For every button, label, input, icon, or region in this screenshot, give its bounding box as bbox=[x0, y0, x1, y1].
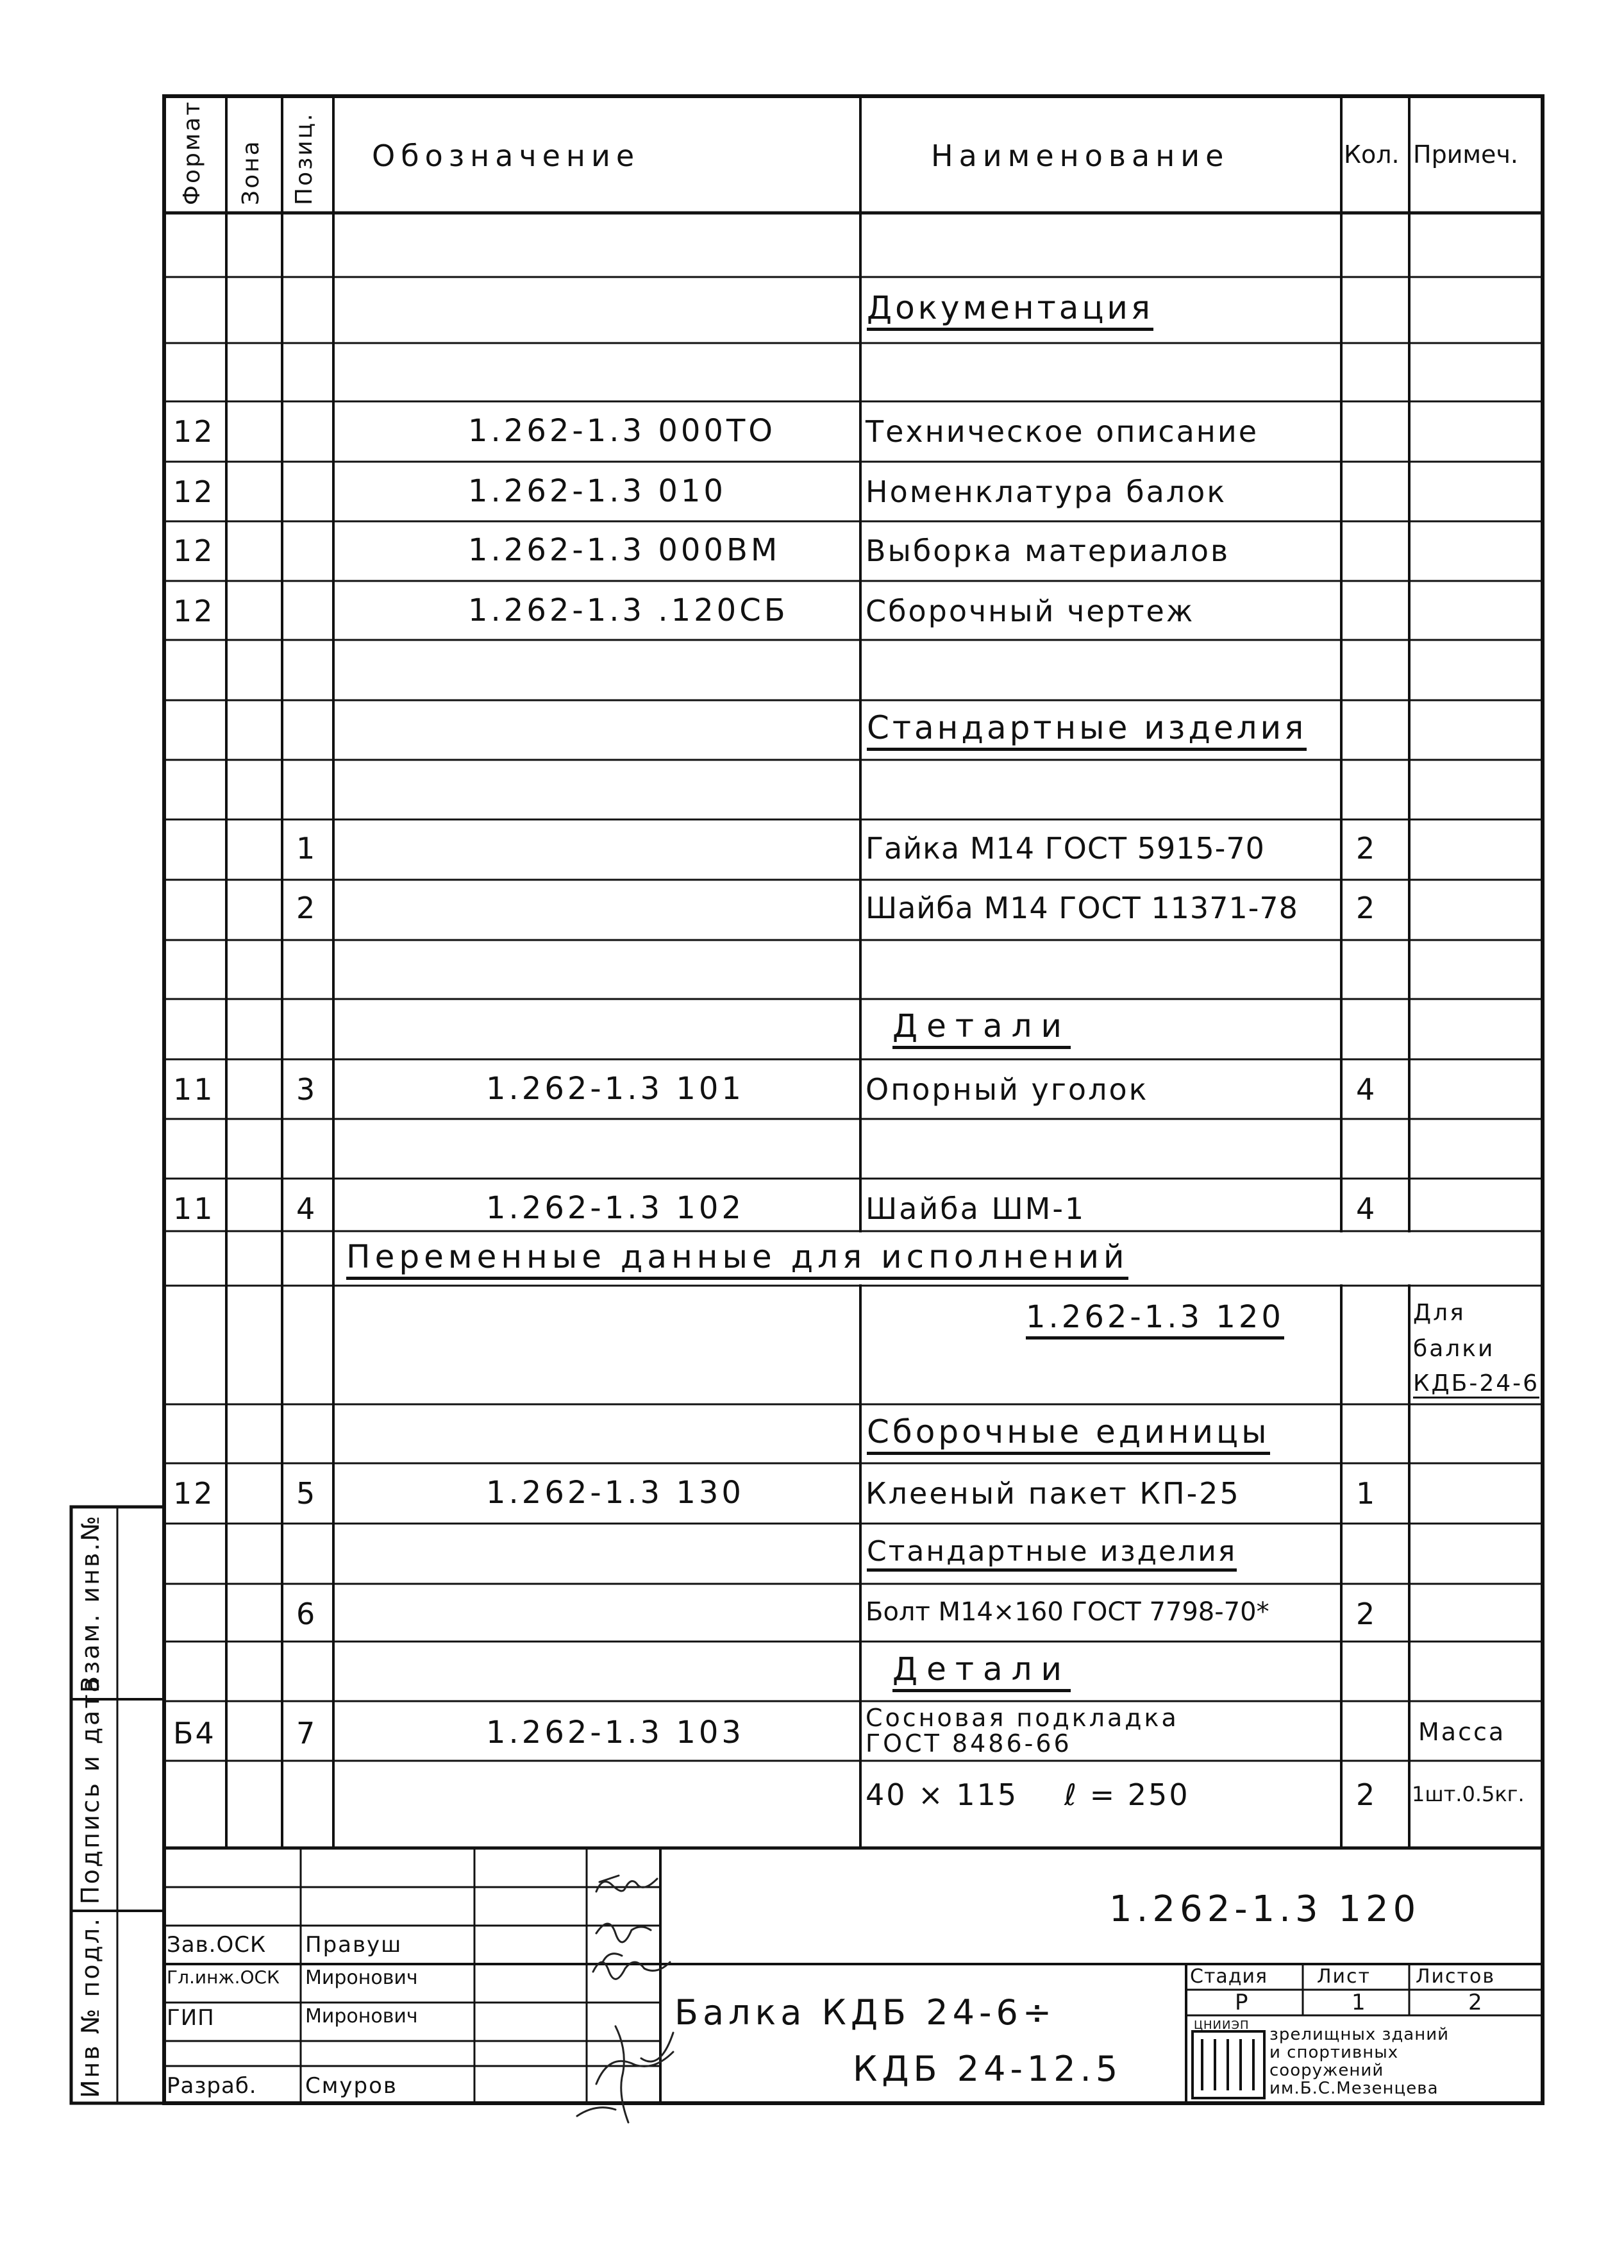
org-line-1: зрелищных зданий bbox=[1269, 2025, 1450, 2044]
org-line-4: им.Б.С.Мезенцева bbox=[1269, 2079, 1439, 2098]
det3-designation: 1.262-1.3 103 bbox=[486, 1715, 744, 1751]
header-qty: Кол. bbox=[1344, 140, 1400, 169]
doc3-name: Выборка материалов bbox=[866, 533, 1230, 568]
variant-note-line3: КДБ-24-6 bbox=[1413, 1372, 1539, 1399]
doc2-format: 12 bbox=[173, 475, 215, 509]
header-position: Позиц. bbox=[291, 112, 317, 205]
sheet-label: Лист bbox=[1317, 1965, 1371, 1988]
det1-designation: 1.262-1.3 101 bbox=[486, 1071, 744, 1107]
det3-dims: 40 × 115 bbox=[866, 1777, 1019, 1812]
det2-name: Шайба ШМ-1 bbox=[866, 1191, 1086, 1226]
tb-name-2: Миронович bbox=[305, 1967, 418, 1989]
sheets-value: 2 bbox=[1468, 1990, 1484, 2015]
header-note: Примеч. bbox=[1413, 140, 1518, 169]
tb-role-2: Гл.инж.ОСК bbox=[167, 1967, 280, 1988]
det3b-qty: 2 bbox=[1356, 1777, 1377, 1812]
doc4-designation: 1.262-1.3 .120СБ bbox=[468, 592, 789, 628]
doc4-format: 12 bbox=[173, 594, 215, 628]
det3-name-line2: ГОСТ 8486-66 bbox=[866, 1729, 1072, 1758]
section-standard-items: Стандартные изделия bbox=[867, 712, 1307, 751]
tb-name-5: Смуров bbox=[305, 2073, 398, 2099]
tb-role-5: Разраб. bbox=[167, 2073, 257, 2099]
asm1-name: Клееный пакет КП-25 bbox=[866, 1476, 1241, 1511]
header-format: Формат bbox=[179, 99, 205, 205]
sheets-label: Листов bbox=[1416, 1965, 1496, 1988]
tb-role-3: ГИП bbox=[167, 2005, 215, 2031]
title-line-1: Балка КДБ 24-6÷ bbox=[674, 1992, 1057, 2033]
det2-format: 11 bbox=[173, 1191, 215, 1226]
std3-position: 6 bbox=[296, 1597, 317, 1631]
doc2-name: Номенклатура балок bbox=[866, 475, 1227, 509]
det2-position: 4 bbox=[296, 1191, 317, 1226]
tb-name-1: Правуш bbox=[305, 1932, 403, 1958]
doc3-designation: 1.262-1.3 000ВМ bbox=[468, 532, 781, 568]
section-details: Детали bbox=[892, 1010, 1071, 1049]
doc1-name: Техническое описание bbox=[866, 414, 1259, 449]
signatures bbox=[577, 1876, 673, 2122]
title-line-2: КДБ 24-12.5 bbox=[853, 2049, 1123, 2089]
section-standard-items-2: Стандартные изделия bbox=[867, 1538, 1237, 1572]
doc1-format: 12 bbox=[173, 414, 215, 449]
tb-role-1: Зав.ОСК bbox=[167, 1932, 267, 1958]
title-doc-code: 1.262-1.3 120 bbox=[1109, 1888, 1421, 1930]
sheet-value: 1 bbox=[1352, 1990, 1368, 2015]
header-designation: Обозначение bbox=[372, 139, 640, 173]
variant-note-line2: балки bbox=[1413, 1336, 1495, 1362]
det3-position: 7 bbox=[296, 1716, 317, 1751]
std1-position: 1 bbox=[296, 831, 317, 866]
det3b-note: 1шт.0.5кг. bbox=[1412, 1782, 1525, 1806]
det3-format: Б4 bbox=[173, 1716, 216, 1751]
asm1-position: 5 bbox=[296, 1476, 317, 1511]
asm1-qty: 1 bbox=[1356, 1476, 1377, 1511]
asm1-designation: 1.262-1.3 130 bbox=[486, 1475, 744, 1511]
side-replace-inv: Взам. инв.№ bbox=[76, 1514, 105, 1693]
section-details-2: Детали bbox=[892, 1653, 1071, 1692]
stage-value: Р bbox=[1235, 1990, 1250, 2015]
doc1-designation: 1.262-1.3 000ТО bbox=[468, 413, 776, 449]
std3-name: Болт М14×160 ГОСТ 7798-70* bbox=[866, 1597, 1269, 1627]
header-name: Наименование bbox=[931, 139, 1230, 173]
side-sign-date: Подпись и дата bbox=[76, 1676, 105, 1904]
det2-qty: 4 bbox=[1356, 1191, 1377, 1226]
org-line-3: сооружений bbox=[1269, 2061, 1384, 2080]
org-line-2: и спортивных bbox=[1269, 2043, 1399, 2062]
std1-qty: 2 bbox=[1356, 831, 1377, 866]
det1-name: Опорный уголок bbox=[866, 1072, 1149, 1107]
section-documentation: Документация bbox=[867, 292, 1153, 331]
std3-qty: 2 bbox=[1356, 1597, 1377, 1631]
header-zone: Зона bbox=[238, 139, 264, 205]
stamp-logo-lines bbox=[1193, 2031, 1264, 2098]
std2-position: 2 bbox=[296, 891, 317, 925]
section-assembly-units: Сборочные единицы bbox=[867, 1416, 1270, 1455]
doc3-format: 12 bbox=[173, 533, 215, 568]
org-logo: ЦНИИЭП bbox=[1194, 2019, 1250, 2032]
tb-name-3: Миронович bbox=[305, 2005, 418, 2028]
side-inv-orig: Инв № подл. bbox=[76, 1916, 105, 2098]
section-variable-data: Переменные данные для исполнений bbox=[346, 1241, 1128, 1280]
det1-qty: 4 bbox=[1356, 1072, 1377, 1107]
asm1-format: 12 bbox=[173, 1476, 215, 1511]
std2-name: Шайба М14 ГОСТ 11371-78 bbox=[866, 891, 1298, 925]
det2-designation: 1.262-1.3 102 bbox=[486, 1190, 744, 1226]
std2-qty: 2 bbox=[1356, 891, 1377, 925]
det3-note: Масса bbox=[1418, 1718, 1506, 1746]
stage-label: Стадия bbox=[1190, 1965, 1268, 1988]
doc2-designation: 1.262-1.3 010 bbox=[468, 473, 726, 509]
doc4-name: Сборочный чертеж bbox=[866, 594, 1195, 628]
std1-name: Гайка М14 ГОСТ 5915-70 bbox=[866, 831, 1265, 866]
det1-position: 3 bbox=[296, 1072, 317, 1107]
variant-note-line1: Для bbox=[1413, 1300, 1466, 1326]
det3-length: ℓ = 250 bbox=[1064, 1777, 1190, 1812]
det3-name-line1: Сосновая подкладка bbox=[866, 1704, 1179, 1732]
variant-code: 1.262-1.3 120 bbox=[1026, 1302, 1284, 1340]
det1-format: 11 bbox=[173, 1072, 215, 1107]
